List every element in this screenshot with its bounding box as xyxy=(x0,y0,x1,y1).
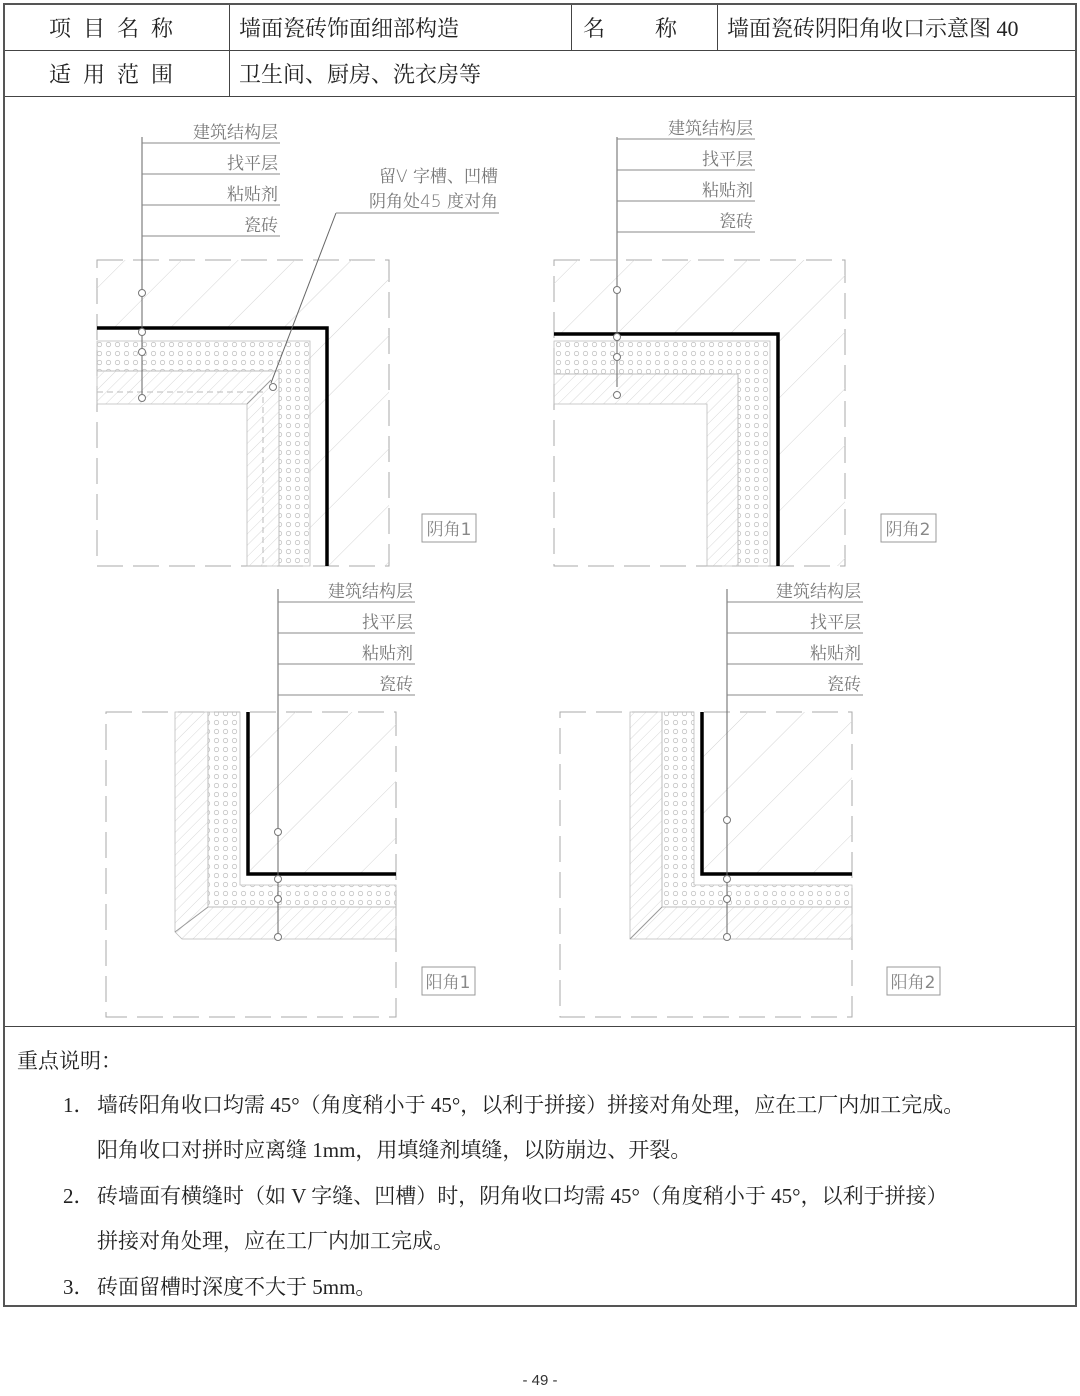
layer-label-structure: 建筑结构层 xyxy=(776,582,861,602)
layer-label-tile: 瓷砖 xyxy=(719,212,753,232)
drawing-name-value: 墙面瓷砖阴阳角收口示意图 40 xyxy=(727,16,1019,41)
layer-label-leveling: 找平层 xyxy=(362,613,413,633)
page-number: - 49 - xyxy=(522,1372,558,1389)
detail-tag: 阴角1 xyxy=(426,520,472,540)
cad-drawing xyxy=(5,97,1079,1027)
note-1-line2: 阳角收口对拼时应离缝 1mm，用填缝剂填缝，以防崩边、开裂。 xyxy=(97,1138,692,1162)
scope-label: 适用范围 xyxy=(48,62,185,87)
layer-label-leveling: 找平层 xyxy=(227,154,278,174)
note-3-line1: 砖面留槽时深度不大于 5mm。 xyxy=(97,1275,377,1299)
scope-value: 卫生间、厨房、洗衣房等 xyxy=(239,62,482,87)
callout-note-line1: 留V 字槽、凹槽 xyxy=(378,167,498,187)
note-2-line2: 拼接对角处理，应在工厂内加工完成。 xyxy=(97,1229,454,1253)
detail-tag: 阴角2 xyxy=(885,520,931,540)
name-label: 名 称 xyxy=(583,16,677,41)
divider xyxy=(229,5,230,50)
layer-label-leveling: 找平层 xyxy=(810,613,861,633)
detail-bottom-right xyxy=(560,582,940,1017)
divider xyxy=(229,51,230,96)
detail-drawing-area xyxy=(5,97,1075,1027)
note-1-line1: 墙砖阳角收口均需 45°（角度稍小于 45°，以利于拼接）拼接对角处理，应在工厂内加工完成。 xyxy=(97,1093,965,1117)
layer-label-structure: 建筑结构层 xyxy=(328,582,413,602)
note-2-line1: 砖墙面有横缝时（如 V 字缝、凹槽）时，阴角收口均需 45°（角度稍小于 45°，以利于拼接） xyxy=(97,1184,948,1208)
detail-top-right xyxy=(554,119,936,566)
detail-tag: 阳角1 xyxy=(425,973,471,993)
project-name-value: 墙面瓷砖饰面细部构造 xyxy=(239,16,460,41)
callout-note-line2: 阴角处45 度对角 xyxy=(368,192,498,212)
spec-sheet-frame xyxy=(3,3,1077,1307)
note-1-number: 1． xyxy=(63,1093,95,1117)
note-2-number: 2． xyxy=(63,1184,95,1208)
layer-label-adhesive: 粘贴剂 xyxy=(702,181,753,201)
detail-tag: 阳角2 xyxy=(890,973,936,993)
detail-top-left xyxy=(97,123,499,566)
layer-label-adhesive: 粘贴剂 xyxy=(810,644,861,664)
header-row-1 xyxy=(5,5,1075,51)
layer-label-tile: 瓷砖 xyxy=(244,216,278,236)
layer-label-adhesive: 粘贴剂 xyxy=(362,644,413,664)
layer-label-structure: 建筑结构层 xyxy=(668,119,753,139)
layer-label-tile: 瓷砖 xyxy=(827,675,861,695)
note-3-number: 3． xyxy=(63,1275,95,1299)
layer-label-structure: 建筑结构层 xyxy=(193,123,278,143)
notes-title: 重点说明： xyxy=(17,1049,122,1073)
detail-bottom-left xyxy=(106,582,475,1017)
divider xyxy=(717,5,718,50)
layer-label-tile: 瓷砖 xyxy=(379,675,413,695)
layer-label-leveling: 找平层 xyxy=(702,150,753,170)
layer-label-adhesive: 粘贴剂 xyxy=(227,185,278,205)
header-row-2 xyxy=(5,51,1075,97)
project-name-label: 项目名称 xyxy=(48,16,185,41)
